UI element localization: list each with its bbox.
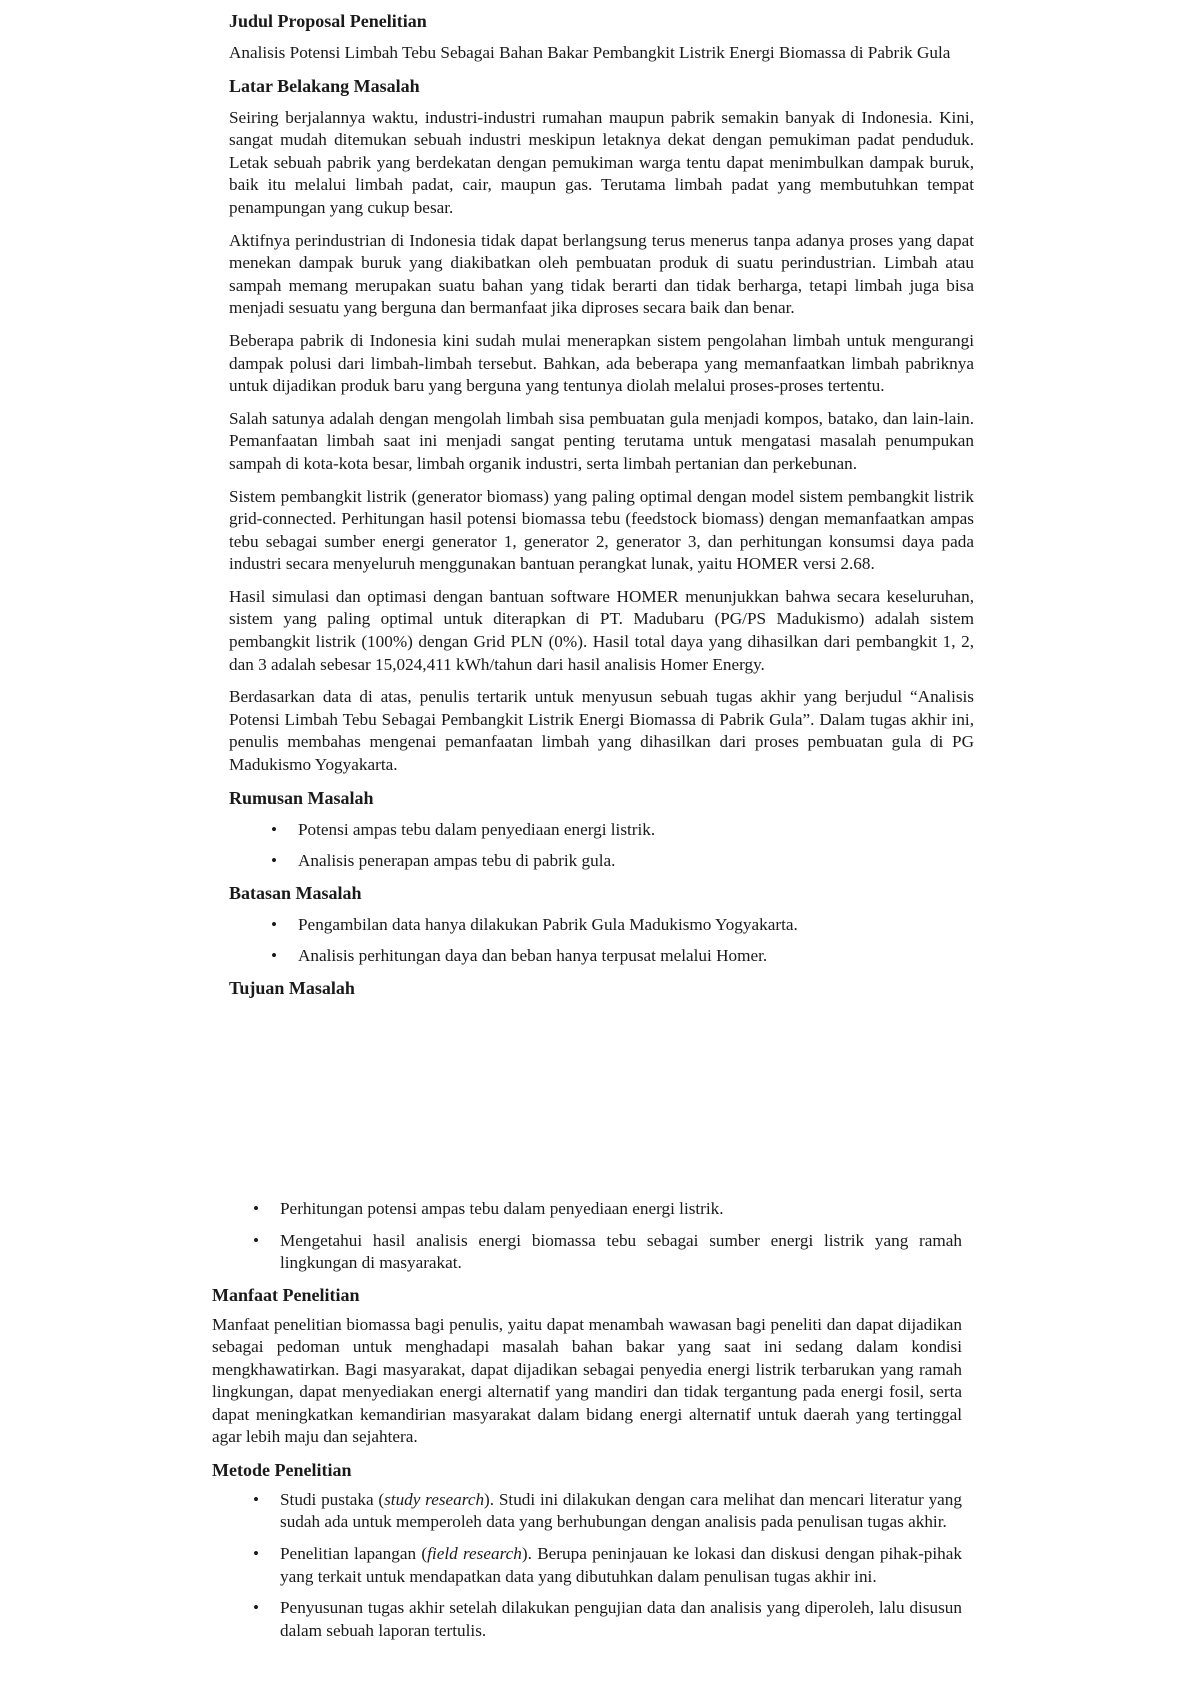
list-item — [280, 1597, 962, 1642]
metode-item-term: field research — [427, 1543, 522, 1563]
metode-item-text: Penelitian lapangan ( — [280, 1543, 428, 1563]
manfaat-heading: Manfaat Penelitian — [212, 1284, 360, 1305]
batasan-list — [229, 914, 974, 968]
metode-heading: Metode Penelitian — [212, 1459, 352, 1480]
metode-item-term: study research — [384, 1489, 485, 1509]
batasan-heading: Batasan Masalah — [229, 882, 362, 903]
list-item: • Mengetahui hasil analisis energi biomassa tebu sebagai sumber energi listrik yang ramah lingkungan di masyarakat. — [280, 1230, 962, 1275]
main-section — [229, 10, 974, 1009]
list-item: • Perhitungan potensi ampas tebu dalam penyediaan energi listrik. — [280, 1198, 962, 1221]
list-item — [280, 1543, 962, 1588]
list-item: • Analisis perhitungan daya dan beban hanya terpusat melalui Homer. — [298, 945, 974, 968]
latar-paragraph: Aktifnya perindustrian di Indonesia tidak dapat berlangsung terus menerus tanpa adanya proses yang dapat menekan dampak buruk yang diakibatkan oleh pembuatan produk di suatu perindustrian. Limbah atau sampah memang merupakan suatu bahan yang tidak berarti dan tidak berharga, tetapi limbah juga bisa menjadi sesuatu yang berguna dan bermanfaat jika diproses secara baik dan benar. — [229, 230, 974, 318]
list-item: • Analisis penerapan ampas tebu di pabrik gula. — [298, 850, 974, 873]
manfaat-text: Manfaat penelitian biomassa bagi penulis, yaitu dapat menambah wawasan bagi peneliti dan dapat dijadikan sebagai pedoman untuk menghadapi masalah bahan bakar yang saat ini sedang dalam kondisi mengkhawatirkan. Bagi masyarakat, dapat dijadikan sebagai penyedia energi listrik terbarukan yang ramah lingkungan, dapat menyediakan energi alternatif yang mandiri dan tidak tergantung pada energi fosil, serta dapat meningkatkan kemandirian masyarakat dalam bidang energi alternatif untuk daerah yang tertinggal agar lebih maju dan sejahtera. — [212, 1314, 962, 1447]
tujuan-heading: Tujuan Masalah — [229, 978, 355, 998]
list-item — [280, 1489, 962, 1534]
rumusan-list — [229, 819, 974, 873]
metode-item-text: ). Berupa peninjauan ke lokasi dan diskusi dengan pihak-pihak yang terkait untuk mendapatkan data yang dibutuhkan dalam penulisan tugas akhir ini. — [280, 1543, 962, 1586]
latar-paragraph: Sistem pembangkit listrik (generator biomass) yang paling optimal dengan model sistem pembangkit listrik grid-connected. Perhitungan hasil potensi biomassa tebu (feedstock biomass) dengan memanfaatkan ampas tebu sebagai sumber energi generator 1, generator 2, generator 3, dan perhitungan konsumsi daya pada industri secara menyeluruh menggunakan bantuan perangkat lunak, yaitu HOMER versi 2.68. — [229, 486, 974, 574]
metode-item-text: Penyusunan tugas akhir setelah dilakukan pengujian data dan analisis yang diperoleh, lalu disusun dalam sebuah laporan tertulis. — [280, 1598, 962, 1640]
list-item: • Pengambilan data hanya dilakukan Pabrik Gula Madukismo Yogyakarta. — [298, 914, 974, 937]
judul-heading: Judul Proposal Penelitian — [229, 11, 427, 31]
latar-paragraph: Berdasarkan data di atas, penulis tertarik untuk menyusun sebuah tugas akhir yang berjudul “Analisis Potensi Limbah Tebu Sebagai Pembangkit Listrik Energi Biomassa di Pabrik Gula”. Dalam tugas akhir ini, penulis membahas mengenai pemanfaatan limbah yang dihasilkan dari proses pembuatan gula di PG Madukismo Yogyakarta. — [229, 687, 974, 775]
list-item: • Potensi ampas tebu dalam penyediaan energi listrik. — [298, 819, 974, 842]
latar-paragraph: Salah satunya adalah dengan mengolah limbah sisa pembuatan gula menjadi kompos, batako, dan lain-lain. Pemanfaatan limbah saat ini menjadi sangat penting terutama untuk mengatasi masalah penumpukan sampah di kota-kota besar, limbah organik industri, serta limbah pertanian dan perkebunan. — [229, 408, 974, 473]
latar-paragraph: Hasil simulasi dan optimasi dengan bantuan software HOMER menunjukkan bahwa secara keseluruhan, sistem yang paling optimal untuk diterapkan di PT. Madubaru (PG/PS Madukismo) adalah sistem pembangkit listrik (100%) dengan Grid PLN (0%). Hasil total daya yang dihasilkan dari pembangkit 1, 2, dan 3 adalah sebesar 15,024,411 kWh/tahun dari hasil analisis Homer Energy. — [229, 586, 974, 674]
latar-paragraph: Seiring berjalannya waktu, industri-industri rumahan maupun pabrik semakin banyak di Indonesia. Kini, sangat mudah ditemukan sebuah industri meskipun letaknya dekat dengan pemukiman padat penduduk. Letak sebuah pabrik yang berdekatan dengan pemukiman warga tentu dapat menimbulkan dampak buruk, baik itu melalui limbah padat, cair, maupun gas. Terutama limbah padat yang membutuhkan tempat penampungan yang cukup besar. — [229, 107, 974, 217]
latar-paragraph: Beberapa pabrik di Indonesia kini sudah mulai menerapkan sistem pengolahan limbah untuk mengurangi dampak polusi dari limbah-limbah tersebut. Bahkan, ada beberapa yang memanfaatkan limbah pabriknya untuk dijadikan produk baru yang berguna yang tentunya diolah melalui proses-proses tertentu. — [229, 330, 974, 396]
metode-list — [212, 1489, 962, 1643]
tujuan-list — [212, 1198, 962, 1275]
metode-item-text: ). Studi ini dilakukan dengan cara melihat dan mencari literatur yang sudah ada untuk memperoleh data yang berhubungan dengan analisis pada penulisan tugas akhir. — [280, 1489, 962, 1532]
lower-section — [212, 1198, 962, 1651]
judul-text: Analisis Potensi Limbah Tebu Sebagai Bahan Bakar Pembangkit Listrik Energi Biomassa di Pabrik Gula — [229, 43, 951, 62]
latar-heading: Latar Belakang Masalah — [229, 75, 420, 96]
rumusan-heading: Rumusan Masalah — [229, 787, 374, 808]
metode-item-text: Studi pustaka ( — [280, 1489, 385, 1509]
